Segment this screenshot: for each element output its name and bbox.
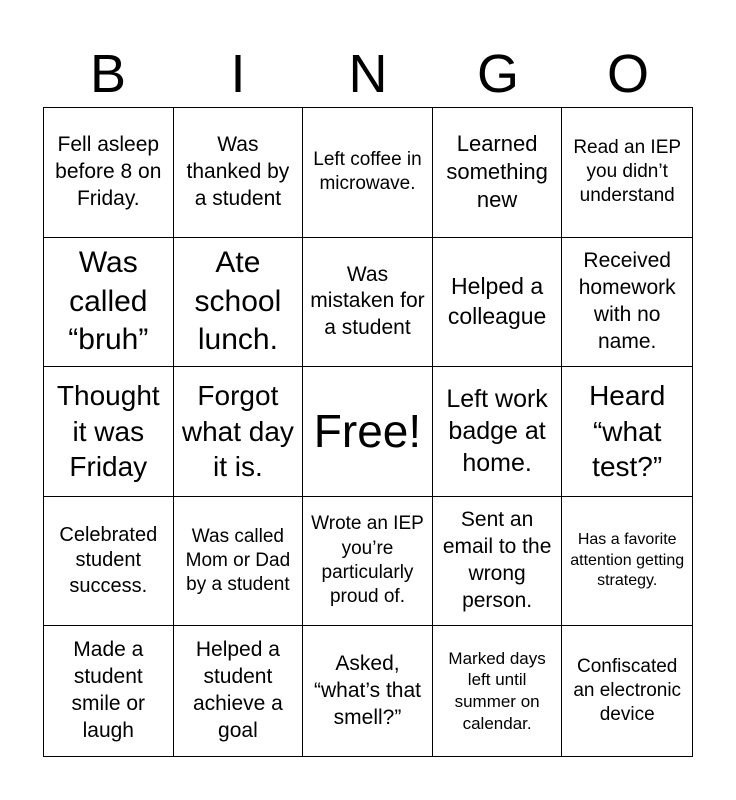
bingo-cell-text: Was called Mom or Dad by a student <box>185 525 291 596</box>
bingo-cell-o-2[interactable] <box>562 238 692 368</box>
bingo-cell-b-2[interactable] <box>44 238 174 368</box>
bingo-cell-text: Wrote an IEP you’re particularly proud of. <box>311 513 424 608</box>
bingo-cell-n-2[interactable] <box>303 238 433 368</box>
bingo-cell-o-1[interactable] <box>562 108 692 238</box>
bingo-cell-text: Thought it was Friday <box>56 379 160 483</box>
bingo-grid <box>43 107 693 757</box>
bingo-cell-b-5[interactable] <box>44 626 174 756</box>
bingo-cell-i-3[interactable] <box>174 367 304 497</box>
header-letter-g: G <box>476 44 519 104</box>
bingo-cell-text: Left work badge at home. <box>446 385 548 478</box>
bingo-header <box>43 40 693 108</box>
bingo-cell-text: Marked days left until summer on calendar. <box>448 648 546 733</box>
bingo-cell-g-4[interactable] <box>433 497 563 627</box>
bingo-cell-text: Was mistaken for a student <box>310 262 425 340</box>
bingo-cell-text: Fell asleep before 8 on Friday. <box>55 132 162 210</box>
bingo-cell-text: Received homework with no name. <box>578 249 676 353</box>
bingo-cell-text: Made a student smile or laugh <box>71 638 146 743</box>
bingo-cell-text: Ate school lunch. <box>194 246 282 357</box>
bingo-cell-g-2[interactable] <box>433 238 563 368</box>
header-letter-i: I <box>230 44 246 104</box>
bingo-cell-i-5[interactable] <box>174 626 304 756</box>
bingo-cell-text: Helped a colleague <box>447 273 547 329</box>
bingo-cell-text: Forgot what day it is. <box>181 379 294 483</box>
bingo-cell-n-3[interactable] <box>303 367 433 497</box>
bingo-cell-b-4[interactable] <box>44 497 174 627</box>
bingo-cell-g-1[interactable] <box>433 108 563 238</box>
bingo-cell-o-5[interactable] <box>562 626 692 756</box>
bingo-cell-n-4[interactable] <box>303 497 433 627</box>
bingo-cell-text: Left coffee in microwave. <box>313 148 422 195</box>
bingo-cell-text: Was thanked by a student <box>186 132 290 210</box>
bingo-cell-text: Free! <box>313 405 422 458</box>
bingo-cell-i-1[interactable] <box>174 108 304 238</box>
header-letter-b: B <box>89 44 127 104</box>
bingo-cell-b-1[interactable] <box>44 108 174 238</box>
bingo-cell-o-3[interactable] <box>562 367 692 497</box>
bingo-cell-text: Sent an email to the wrong person. <box>442 508 552 612</box>
bingo-cell-i-4[interactable] <box>174 497 304 627</box>
bingo-cell-n-1[interactable] <box>303 108 433 238</box>
bingo-cell-i-2[interactable] <box>174 238 304 368</box>
bingo-cell-n-5[interactable] <box>303 626 433 756</box>
bingo-cell-text: Heard “what test?” <box>589 379 666 483</box>
bingo-cell-b-3[interactable] <box>44 367 174 497</box>
bingo-cell-g-5[interactable] <box>433 626 563 756</box>
bingo-cell-text: Was called “bruh” <box>68 246 149 357</box>
bingo-cell-o-4[interactable] <box>562 497 692 627</box>
header-letter-n: N <box>348 44 388 104</box>
bingo-cell-text: Helped a student achieve a goal <box>192 638 283 743</box>
bingo-cell-text: Read an IEP you didn’t understand <box>573 136 682 207</box>
bingo-cell-text: Asked, “what’s that smell?” <box>313 651 421 729</box>
bingo-cell-text: Celebrated student success. <box>59 523 158 597</box>
bingo-cell-text: Confiscated an electronic device <box>573 655 682 726</box>
bingo-cell-text: Learned something new <box>446 131 548 213</box>
bingo-cell-text: Has a favorite attention getting strategy. <box>570 531 685 590</box>
header-letter-o: O <box>606 44 649 104</box>
bingo-cell-g-3[interactable] <box>433 367 563 497</box>
